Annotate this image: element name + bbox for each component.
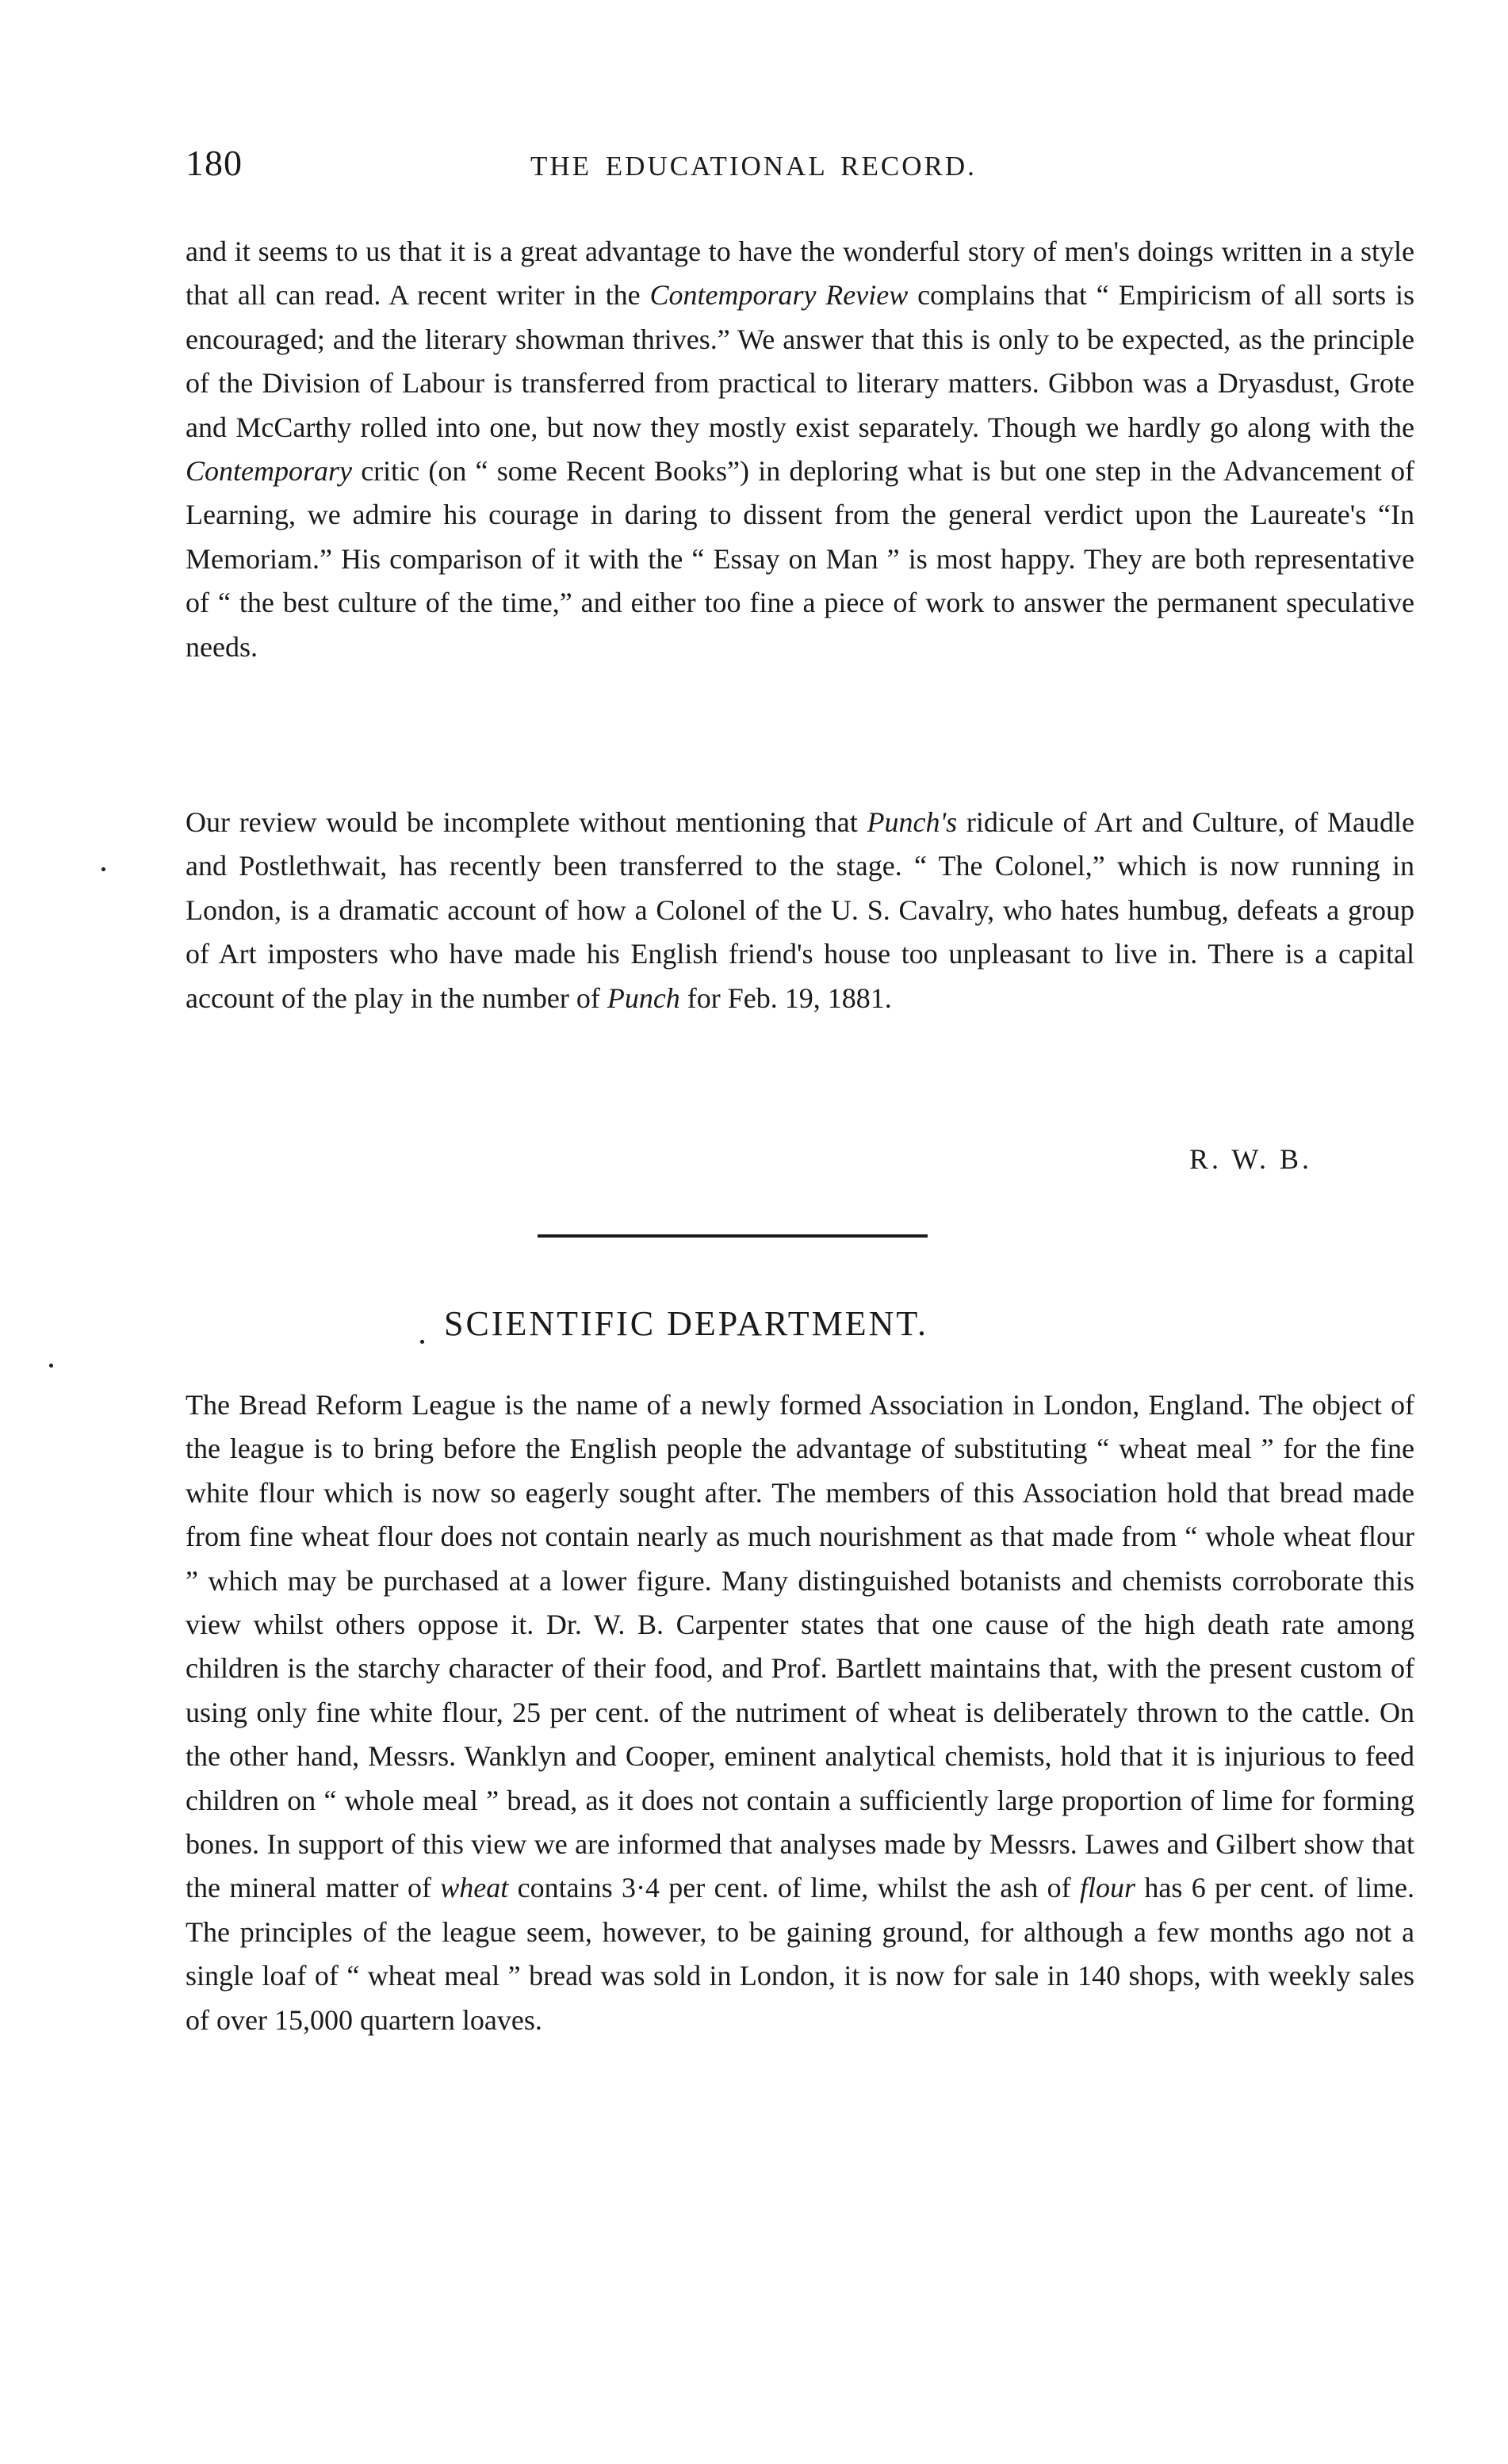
italic-title: Contemporary bbox=[186, 455, 352, 488]
section-title: SCIENTIFIC DEPARTMENT. bbox=[444, 1304, 928, 1343]
text-run: critic (on “ some Recent Books”) in deploring what is but one step in the Advancement of Learning, we admire his courage in daring to dissent from the general verdict upon the Laureate's “In Memoriam.” His comparison of it with the “ Essay on Man ” is most happy. They are both representative of “ the best culture of the time,” and either too fine a piece of work to answer the permanent speculative needs. bbox=[186, 455, 1414, 663]
text-run: Our review would be incomplete without mentioning that bbox=[186, 806, 867, 838]
title-speck bbox=[420, 1340, 424, 1344]
text-run: contains 3·4 per cent. of lime, whilst the ash of bbox=[508, 1872, 1080, 1904]
page-header bbox=[186, 140, 1375, 187]
text-run: has 6 per cent. of lime. The principles of the league seem, however, to be gaining ground, for although a few months ago not a single loaf of “ wheat meal ” bread was sold in London, it is now for sale in 140 shops, with weekly sales of over 15,000 quartern loaves. bbox=[186, 1872, 1414, 2036]
text-run: The Bread Reform League is the name of a newly formed Association in London, England. The object of the league is to bring before the English people the advantage of substituting “ wheat meal ” for the fine white flour which is now so eagerly sought after. The members of this Association hold that bread made from fine wheat flour does not contain nearly as much nourishment as that made from “ whole wheat flour ” which may be purchased at a lower figure. Many distinguished botanists and chemists corroborate this view whilst others oppose it. Dr. W. B. Carpenter states that one cause of the high death rate among children is the starchy character of their food, and Prof. Bartlett maintains that, with the present custom of using only fine white flour, 25 per cent. of the nutriment of wheat is deliberately thrown to the cattle. On the other hand, Messrs. Wanklyn and Cooper, eminent analytical chemists, hold that it is injurious to feed children on “ whole meal ” bread, as it does not contain a sufficiently large proportion of lime for forming bones. In support of this view we are informed that analyses made by Messrs. Lawes and Gilbert show that the mineral matter of bbox=[186, 1389, 1414, 1904]
italic-title: Contemporary Review bbox=[649, 279, 909, 312]
text-run: complains that “ Empiricism of all sorts is encouraged; and the literary showman thrives.” We answer that this is only to be expected, as the principle of the Division of Labour is transferred from practical to literary matters. Gibbon was a Dryasdust, Grote and McCarthy rolled into one, but now they mostly exist separately. Though we hardly go along with the bbox=[186, 279, 1414, 443]
italic-word: flour bbox=[1079, 1872, 1135, 1904]
article-paragraph-2 bbox=[186, 801, 1414, 1020]
text-run: and it seems to us that it is a great advantage to have the wonderful story of men's doings written in a style that all can read. A recent writer in the bbox=[186, 235, 1414, 312]
page-number: 180 bbox=[186, 143, 243, 183]
margin-speck bbox=[101, 867, 105, 871]
author-signature: R. W. B. bbox=[1189, 1143, 1313, 1175]
article-paragraph-1 bbox=[186, 230, 1414, 669]
margin-speck bbox=[49, 1364, 53, 1368]
running-head: THE EDUCATIONAL RECORD. bbox=[530, 151, 977, 182]
italic-title: Punch bbox=[607, 981, 680, 1014]
italic-word: wheat bbox=[440, 1872, 509, 1904]
text-run: ridicule of Art and Culture, of Maudle and Postlethwait, has recently been transferred to the stage. “ The Colonel,” which is now running in London, is a dramatic account of how a Colonel of the U. S. Cavalry, who hates humbug, defeats a group of Art imposters who have made his English friend's house too unpleasant to live in. There is a capital account of the play in the number of bbox=[186, 806, 1415, 1014]
text-run: for Feb. 19, 1881. bbox=[679, 981, 892, 1014]
italic-title: Punch's bbox=[867, 806, 958, 838]
science-paragraph-1 bbox=[186, 1383, 1414, 2042]
section-divider bbox=[538, 1234, 928, 1238]
